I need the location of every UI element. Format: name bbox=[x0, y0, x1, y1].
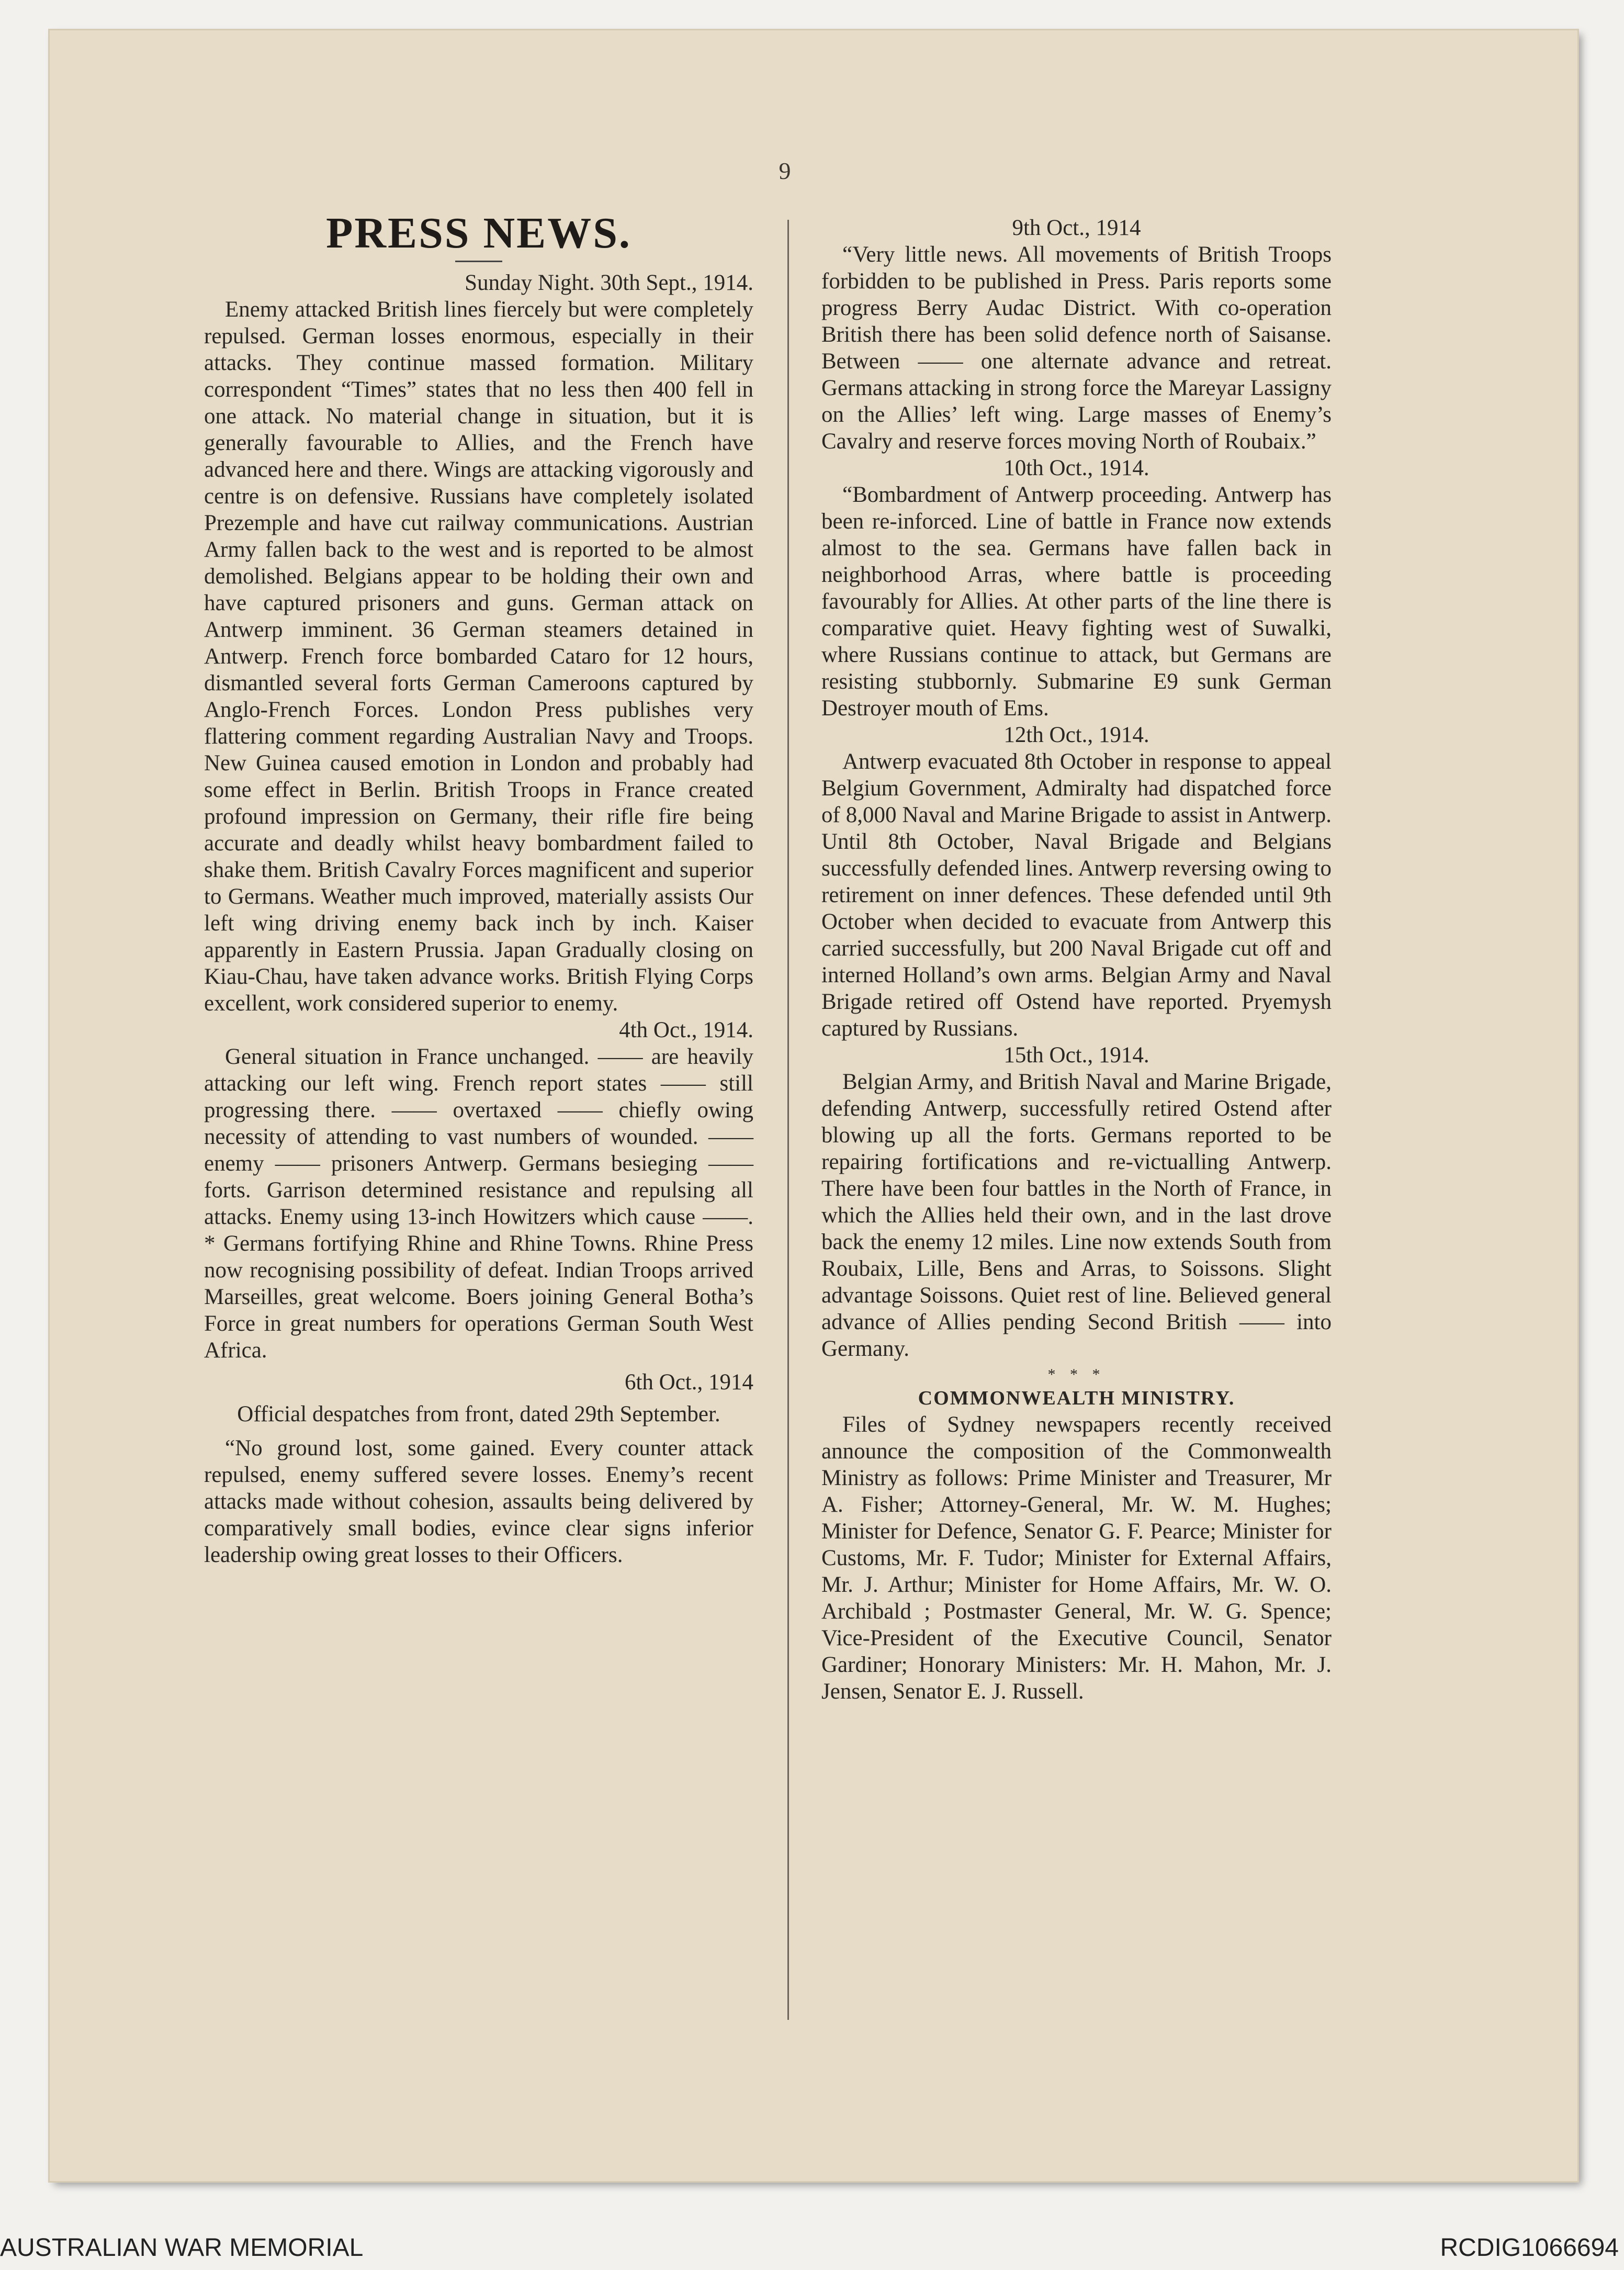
article-text: General situation in France unchanged. —— are heavily attacking our left wing. French report states —— still progressing there. —— overtaxed —— chiefly owing necessity of attending to vast numbers of wounded. —— enemy —— prisoners Antwerp. Germans besieging —— forts. Garrison determined resistance and repulsing all attacks. Enemy using 13-inch Howitzers which cause ——. * Germans fortifying Rhine and Rhine Towns. Rhine Press now recognising possibility of defeat. Indian Troops arrived Marseilles, great welcome. Boers joining General Botha’s Force in great numbers for operations German South West Africa. bbox=[204, 1044, 753, 1363]
right-column bbox=[821, 215, 1332, 1705]
title-rule bbox=[455, 261, 502, 262]
archive-credit: AUSTRALIAN WAR MEMORIAL bbox=[0, 2234, 364, 2262]
dateline: 15th Oct., 1914. bbox=[1003, 1043, 1149, 1067]
dateline: 9th Oct., 1914 bbox=[1012, 216, 1141, 240]
article-text: “Very little news. All movements of British Troops forbidden to be published in Press. Paris reports some progress Berry Audac District. With co-operation British there has been solid defence north of Saisanse. Between —— one alternate advance and retreat. Germans attacking in strong force the Mareyar Lassigny on the Allies’ left wing. Large masses of Enemy’s Cavalry and reserve forces moving North of Roubaix.” bbox=[821, 242, 1332, 454]
dateline: Sunday Night. 30th Sept., 1914. bbox=[465, 271, 753, 295]
dateline: 4th Oct., 1914. bbox=[619, 1018, 753, 1042]
article-text: “No ground lost, some gained. Every counter attack repulsed, enemy suffered severe losses. Enemy’s recent attacks made without cohesion, assaults being delivered by comparatively small bodies, evince clear signs inferior leadership owing great losses to their Officers. bbox=[204, 1436, 753, 1567]
article-text: Files of Sydney newspapers recently received announce the composition of the Commonwealth Ministry as follows: Prime Minister and Treasurer, Mr A. Fisher; Attorney-General, Mr. W. M. Hughes; Minister for Defence, Senator G. F. Pearce; Minister for Customs, Mr. F. Tudor; Minister for External Affairs, Mr. J. Arthur; Minister for Home Affairs, Mr. W. O. Archibald ; Postmaster General, Mr. W. G. Spence; Vice-President of the Executive Council, Senator Gardiner; Honorary Ministers: Mr. H. Mahon, Mr. J. Jensen, Senator E. J. Russell. bbox=[821, 1412, 1332, 1704]
article-text: Enemy attacked British lines fiercely but were completely repulsed. German losses enormous, especially in their attacks. They continue massed formation. Military correspondent “Times” states that no less then 400 fell in one attack. No material change in situation, but it is generally favourable to Allies, and the French have advanced here and there. Wings are attacking vigorously and centre is on defensive. Russians have completely isolated Prezemple and have cut railway communications. Austrian Army fallen back to the west and is reported to be almost demolished. Belgians appear to be holding their own and have captured prisoners and guns. German attack on Antwerp imminent. 36 German steamers detained in Antwerp. French force bombarded Cataro for 12 hours, dismantled several forts German Cameroons captured by Anglo-French Forces. London Press publishes very flattering comment regarding Australian Navy and Troops. New Guinea caused emotion in London and probably had some effect in Berlin. British Troops in France created profound impression on Germany, their rifle fire being accurate and deadly whilst heavy bombardment failed to shake them. British Cavalry Forces magnificent and superior to Germans. Weather much improved, materially assists Our left wing driving enemy back inch by inch. Kaiser apparently in Eastern Prussia. Japan Gradually closing on Kiau-Chau, have taken advance works. British Flying Corps excellent, work considered superior to enemy. bbox=[204, 297, 753, 1016]
dateline: 10th Oct., 1914. bbox=[1003, 456, 1149, 480]
article-text: Antwerp evacuated 8th October in response to appeal Belgium Government, Admiralty had dispatched force of 8,000 Naval and Marine Brigade to assist in Antwerp. Until 8th October, Naval Brigade and Belgians successfully defended lines. Antwerp reversing owing to retirement on inner defences. These defended until 9th October when decided to evacuate from Antwerp this carried successfully, but 200 Naval Brigade cut off and interned Holland’s own arms. Belgian Army and Naval Brigade retired off Ostend have reported. Pryemysh captured by Russians. bbox=[821, 749, 1332, 1041]
left-column bbox=[204, 209, 753, 1568]
dateline: 6th Oct., 1914 bbox=[624, 1370, 753, 1395]
page-number: 9 bbox=[779, 158, 791, 184]
archive-id: RCDIG1066694 bbox=[1440, 2234, 1619, 2262]
dateline: 12th Oct., 1914. bbox=[1003, 723, 1149, 747]
article-text: Belgian Army, and British Naval and Marine Brigade, defending Antwerp, successfully retired Ostend after blowing up all the forts. Germans reported to be repairing fortifications and re-victualling Antwerp. There have been four battles in the North of France, in which the Allies held their own, and in the last drove back the enemy 12 miles. Line now extends South from Roubaix, Lille, Bens and Arras, to Soissons. Slight advantage Soissons. Quiet rest of line. Believed general advance of Allies pending Second British —— into Germany. bbox=[821, 1070, 1332, 1361]
article-text: “Bombardment of Antwerp proceeding. Antwerp has been re-inforced. Line of battle in France now extends almost to the sea. Germans have fallen back in neighborhood Arras, where battle is proceeding favourably for Allies. At other parts of the line there is comparative quiet. Heavy fighting west of Suwalki, where Russians continue to attack, but Germans are resisting stubbornly. Submarine E9 sunk German Destroyer mouth of Ems. bbox=[821, 482, 1332, 721]
section-heading: COMMONWEALTH MINISTRY. bbox=[918, 1387, 1235, 1409]
section-separator: * * * bbox=[1047, 1366, 1106, 1383]
article-subheading: Official despatches from front, dated 29th September. bbox=[237, 1402, 720, 1426]
column-divider bbox=[787, 220, 789, 2020]
page-title: PRESS NEWS. bbox=[326, 209, 631, 257]
